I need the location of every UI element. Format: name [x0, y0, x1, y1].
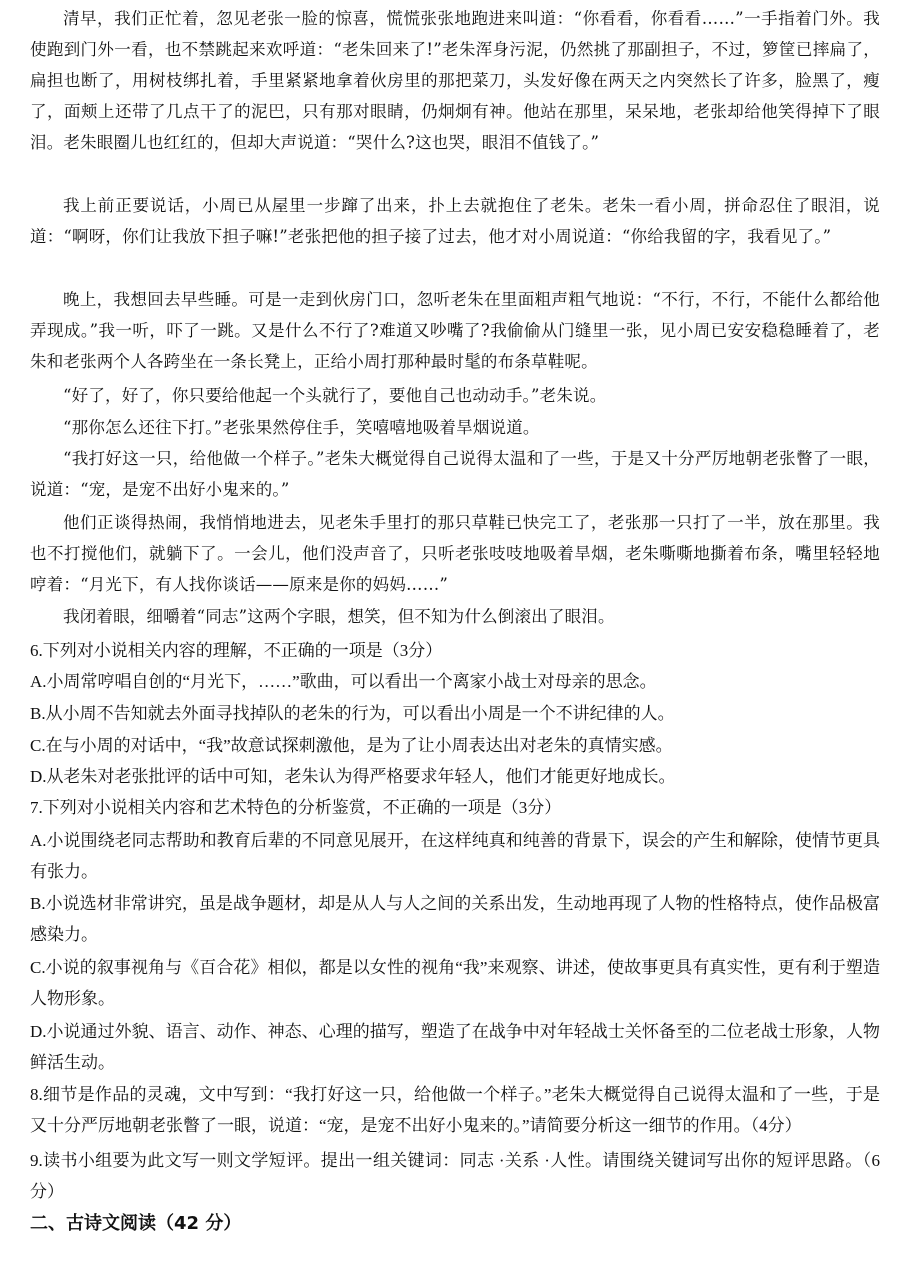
section-heading: 二、古诗文阅读（42 分） [30, 1213, 242, 1234]
question-7-option-b: B.小说选材非常讲究，虽是战争题材，却是从人与人之间的关系出发，生动地再现了人物的性格特点，使作品极富感染力。 [30, 894, 880, 944]
story-paragraph-6: “我打好这一只，给他做一个样子。”老朱大概觉得自己说得太温和了一些，于是又十分严厉地朝老张瞥了一眼，说道：“宠，是宠不出好小鬼来的。” [30, 449, 880, 499]
question-7-stem: 7.下列对小说相关内容和艺术特色的分析鉴赏，不正确的一项是（3分） [30, 798, 562, 817]
question-7-option-d: D.小说通过外貌、语言、动作、神态、心理的描写，塑造了在战争中对年轻战士关怀备至的二位老战士形象，人物鲜活生动。 [30, 1022, 880, 1072]
story-paragraph-1: 清早，我们正忙着，忽见老张一脸的惊喜，慌慌张张地跑进来叫道：“你看看，你看看……”一手指着门外。我使跑到门外一看，也不禁跳起来欢呼道：“老朱回来了!”老朱浑身污泥，仍然挑了那副担子，不过，箩筐已摔扁了，扁担也断了，用树枝绑扎着，手里紧紧地拿着伙房里的那把菜刀，头发好像在两天之内突然长了许多，脸黑了，瘦了，面颊上还带了几点干了的泥巴，只有那对眼睛，仍炯炯有神。他站在那里，呆呆地，老张却给他笑得掉下了眼泪。老朱眼圈儿也红红的，但却大声说道：“哭什么?这也哭，眼泪不值钱了。” [30, 9, 880, 152]
question-6-stem: 6.下列对小说相关内容的理解，不正确的一项是（3分） [30, 641, 443, 660]
question-6-option-d: D.从老朱对老张批评的话中可知，老朱认为得严格要求年轻人，他们才能更好地成长。 [30, 767, 676, 786]
story-paragraph-5: “那你怎么还往下打。”老张果然停住手，笑嘻嘻地吸着旱烟说道。 [63, 418, 540, 437]
question-6-option-c: C.在与小周的对话中，“我”故意试探刺激他，是为了让小周表达出对老朱的真情实感。 [30, 736, 673, 755]
story-paragraph-8: 我闭着眼，细嚼着“同志”这两个字眼，想笑，但不知为什么倒滚出了眼泪。 [63, 607, 615, 626]
question-9: 9.读书小组要为此文写一则文学短评。提出一组关键词：同志 ·关系 ·人性。请围绕关键词写出你的短评思路。（6分） [30, 1151, 880, 1201]
question-6-option-b: B.从小周不告知就去外面寻找掉队的老朱的行为，可以看出小周是一个不讲纪律的人。 [30, 704, 675, 723]
question-6-option-a: A.小周常哼唱自创的“月光下，……”歌曲，可以看出一个离家小战士对母亲的思念。 [30, 672, 657, 691]
question-8: 8.细节是作品的灵魂，文中写到：“我打好这一只，给他做一个样子。”老朱大概觉得自己说得太温和了一些，于是又十分严厉地朝老张瞥了一眼，说道：“宠，是宠不出好小鬼来的。”请简要分析这一细节的作用。（4分） [30, 1085, 880, 1135]
story-paragraph-7: 他们正谈得热闹，我悄悄地进去，见老朱手里打的那只草鞋已快完工了，老张那一只打了一半，放在那里。我也不打搅他们，就躺下了。一会儿，他们没声音了，只听老张吱吱地吸着旱烟，老朱嘶嘶地撕着布条，嘴里轻轻地哼着：“月光下，有人找你谈话——原来是你的妈妈……” [30, 513, 880, 594]
story-paragraph-3: 晚上，我想回去早些睡。可是一走到伙房门口，忽听老朱在里面粗声粗气地说：“不行，不行，不能什么都给他弄现成。”我一听，吓了一跳。又是什么不行了?难道又吵嘴了?我偷偷从门缝里一张，见小周已安安稳稳睡着了，老朱和老张两个人各跨坐在一条长凳上，正给小周打那种最时髦的布条草鞋呢。 [30, 290, 880, 371]
story-paragraph-4: “好了，好了，你只要给他起一个头就行了，要他自己也动动手。”老朱说。 [63, 386, 607, 405]
question-7-option-a: A.小说围绕老同志帮助和教育后辈的不同意见展开，在这样纯真和纯善的背景下，误会的产生和解除，使情节更具有张力。 [30, 831, 880, 881]
question-7-option-c: C.小说的叙事视角与《百合花》相似，都是以女性的视角“我”来观察、讲述，使故事更具有真实性，更有利于塑造人物形象。 [30, 958, 880, 1008]
story-paragraph-2: 我上前正要说话，小周已从屋里一步蹿了出来，扑上去就抱住了老朱。老朱一看小周，拼命忍住了眼泪，说道：“啊呀，你们让我放下担子嘛!”老张把他的担子接了过去，他才对小周说道：“你给我留的字，我看见了。” [30, 196, 880, 246]
